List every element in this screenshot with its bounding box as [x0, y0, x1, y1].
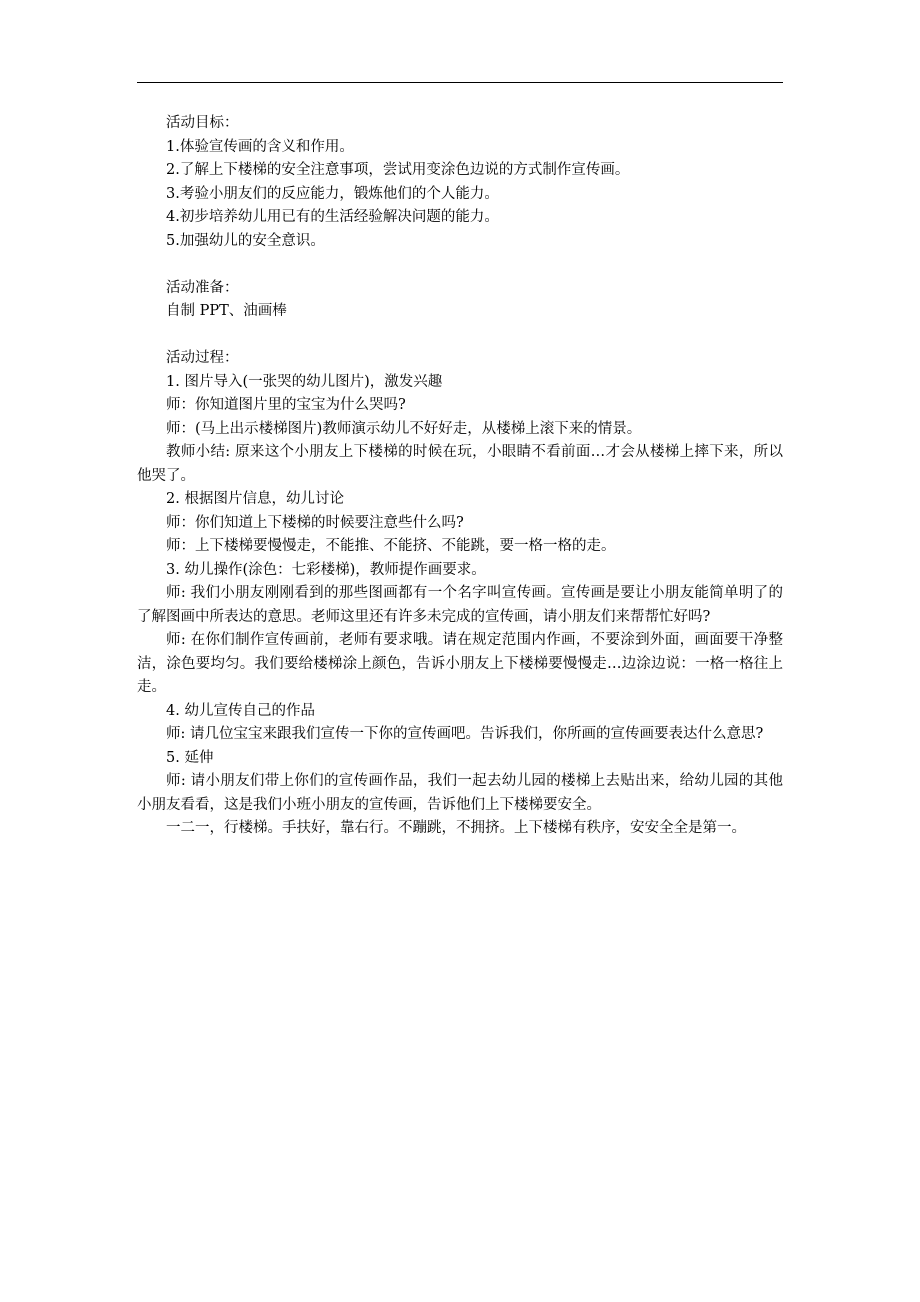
process-step: 1. 图片导入(一张哭的幼儿图片)，激发兴趣: [166, 373, 443, 390]
process-line: 一二一，行楼梯。手扶好，靠右行。不蹦跳，不拥挤。上下楼梯有秩序，安安全全是第一。: [166, 820, 746, 836]
prep-text: 自制 PPT、油画棒: [166, 303, 287, 319]
goals-heading: 活动目标：: [166, 115, 239, 131]
section-gap: [137, 324, 783, 348]
prep-heading: 活动准备：: [166, 279, 239, 296]
process-line: 师：你们知道上下楼梯的时候要注意些什么吗?: [166, 514, 464, 531]
process-step: 3. 幼儿操作(涂色：七彩楼梯)，教师提作画要求。: [166, 561, 486, 578]
process-line: 师：上下楼梯要慢慢走，不能推、不能挤、不能跳，要一格一格的走。: [166, 538, 616, 554]
document-body: [137, 112, 783, 841]
process-line: 师：你知道图片里的宝宝为什么哭吗?: [166, 397, 406, 413]
process-line: 师: 在你们制作宣传画前，老师有要求哦。请在规定范围内作画，不要涂到外面，画面要干净整洁，涂色要均匀。我们要给楼梯涂上颜色，告诉小朋友上下楼梯要慢慢走…边涂边说：一格一格往上走。: [137, 632, 783, 695]
goal-item: 3.考验小朋友们的反应能力，锻炼他们的个人能力。: [166, 185, 499, 202]
process-line: 师: 请几位宝宝来跟我们宣传一下你的宣传画吧。告诉我们，你所画的宣传画要表达什么意思?: [166, 726, 764, 742]
goal-item: 4.初步培养幼儿用已有的生活经验解决问题的能力。: [166, 209, 499, 225]
process-line: 师：(马上出示楼梯图片)教师演示幼儿不好好走，从楼梯上滚下来的情景。: [166, 420, 642, 437]
section-gap: [137, 253, 783, 277]
process-line: 师: 我们小朋友刚刚看到的那些图画都有一个名字叫宣传画。宣传画是要让小朋友能简单明了的了解图画中所表达的意思。老师这里还有许多未完成的宣传画，请小朋友们来帮帮忙好吗?: [137, 585, 783, 625]
process-step: 4. 幼儿宣传自己的作品: [166, 702, 315, 719]
process-heading: 活动过程：: [166, 350, 239, 366]
process-step: 5. 延伸: [166, 749, 214, 766]
header-rule: [137, 82, 783, 83]
process-line: 师: 请小朋友们带上你们的宣传画作品，我们一起去幼儿园的楼梯上去贴出来，给幼儿园的其他小朋友看看，这是我们小班小朋友的宣传画，告诉他们上下楼梯要安全。: [137, 773, 783, 813]
goal-item: 5.加强幼儿的安全意识。: [166, 232, 325, 249]
process-step: 2. 根据图片信息，幼儿讨论: [166, 491, 344, 507]
goal-item: 2.了解上下楼梯的安全注意事项，尝试用变涂色边说的方式制作宣传画。: [166, 162, 630, 178]
process-line: 教师小结: 原来这个小朋友上下楼梯的时候在玩，小眼睛不看前面…才会从楼梯上摔下来，所以他哭了。: [137, 444, 783, 484]
goal-item: 1.体验宣传画的含义和作用。: [166, 138, 354, 155]
